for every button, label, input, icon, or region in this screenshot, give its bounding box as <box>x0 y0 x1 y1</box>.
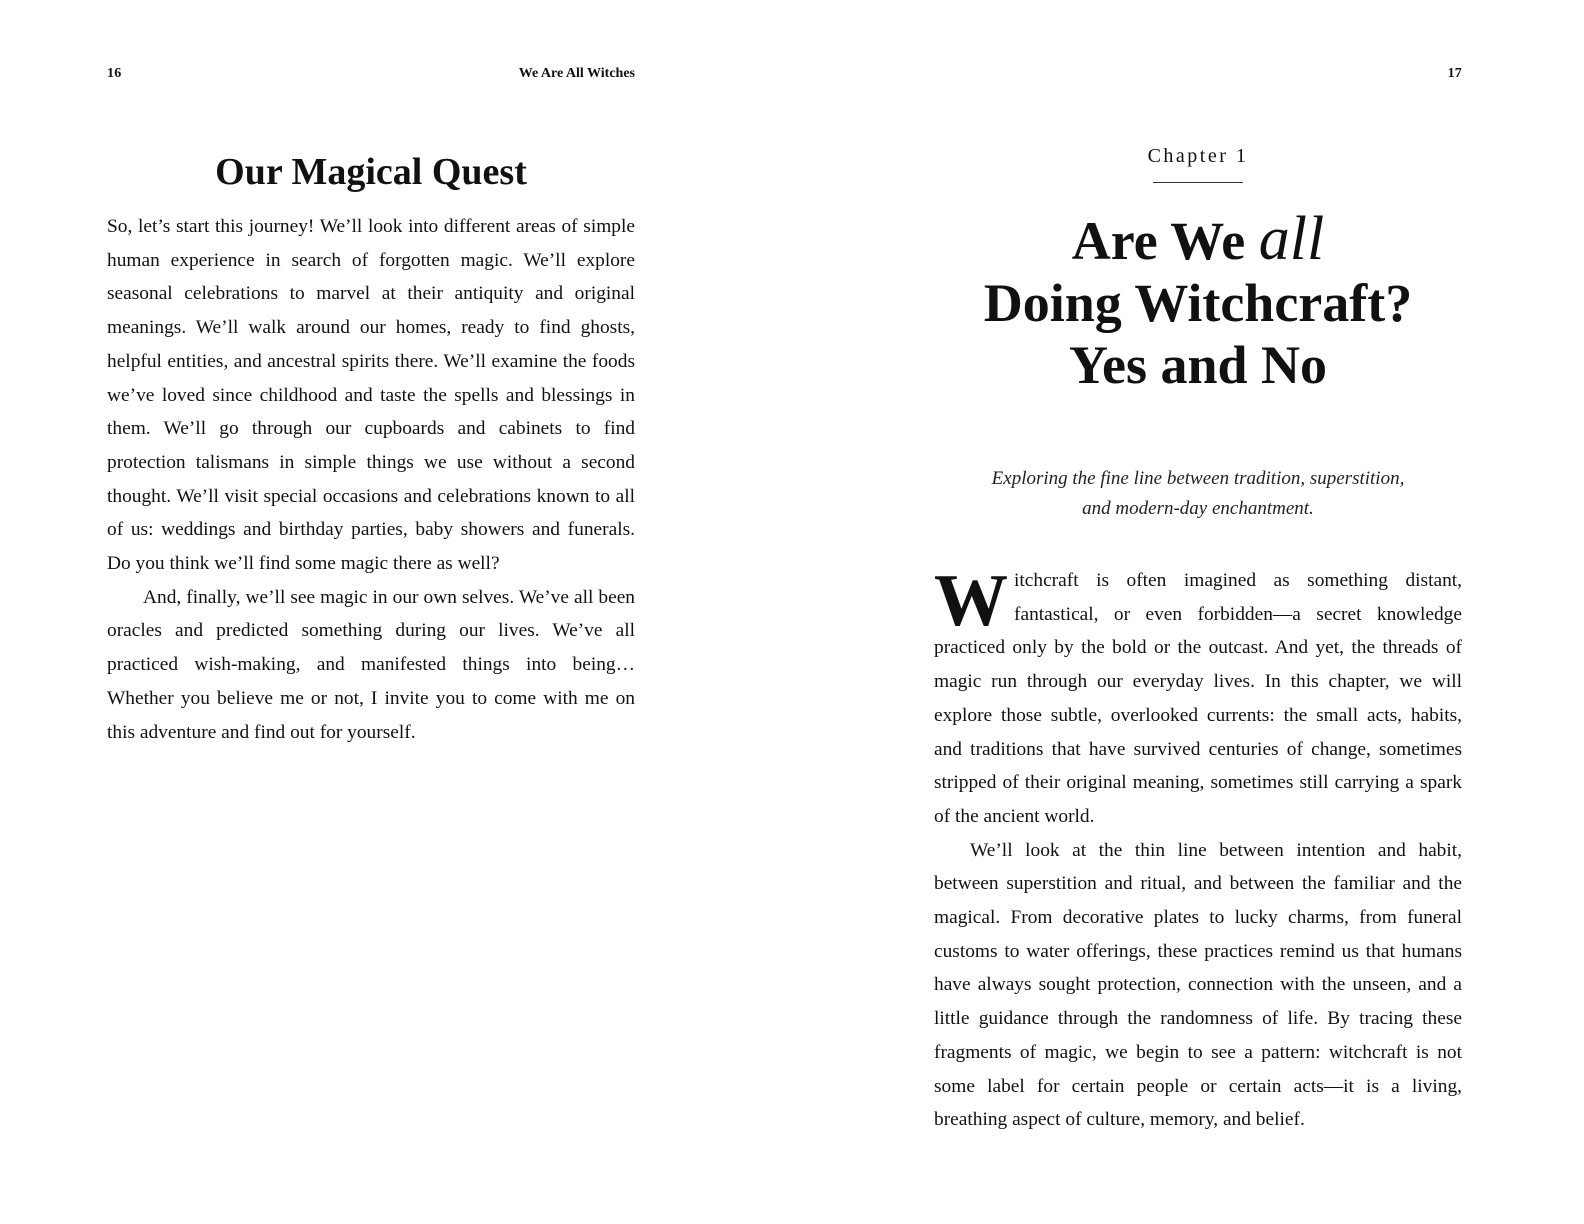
chapter-title-line-3: Yes and No <box>1068 335 1328 395</box>
chapter-label: Chapter 1 <box>1147 145 1249 167</box>
right-page <box>792 0 1584 1224</box>
running-head: We Are All Witches <box>518 66 635 81</box>
chapter-divider <box>1153 182 1243 183</box>
right-body-text <box>934 560 1462 1137</box>
chapter-title-text: Are We <box>1071 211 1259 271</box>
chapter-title-line-2: Doing Witchcraft? <box>983 273 1413 333</box>
epigraph-line-1: Exploring the fine line between tradition, superstition, <box>991 468 1405 489</box>
epigraph-line-2: and modern-day enchantment. <box>1082 498 1314 519</box>
paragraph: And, finally, we’ll see magic in our own selves. We’ve all been oracles and predicted something during our lives. We’ve all practiced wish-making, and manifested things into being… Whether you believe me or not, I invite you to come with me on this adventure and find out for yourself. <box>107 586 635 743</box>
section-title: Our Magical Quest <box>215 151 527 193</box>
paragraph: We’ll look at the thin line between intention and habit, between superstition and ritual, and between the familiar and the magical. From decorative plates to lucky charms, from funeral customs to water offerings, these practices remind us that humans have always sought protection, connection with the unseen, and a little guidance through the randomness of life. By tracing these fragments of magic, we begin to see a pattern: witchcraft is not some label for certain people or certain acts—it is a living, breathing aspect of culture, memory, and belief. <box>934 839 1462 1131</box>
paragraph <box>934 560 1462 834</box>
chapter-title <box>934 205 1462 396</box>
chapter-title-emphasis: all <box>1258 205 1325 273</box>
paragraph-text: itchcraft is often imagined as something distant, fantastical, or even forbidden—a secret knowledge practiced only by the bold or the outcast. And yet, the threads of magic run through our everyday lives. In this chapter, we will explore those subtle, overlooked currents: the small acts, habits, and traditions that have survived centuries of change, sometimes stripped of their original meaning, sometimes still carrying a spark of the ancient world. <box>934 570 1462 827</box>
page-number-left: 16 <box>107 66 122 81</box>
page-number-right: 17 <box>1447 66 1462 81</box>
left-body-text <box>107 210 635 749</box>
epigraph <box>934 464 1462 524</box>
paragraph: So, let’s start this journey! We’ll look into different areas of simple human experience in search of forgotten magic. We’ll explore seasonal celebrations to marvel at their antiquity and original meanings. We’ll walk around our homes, ready to find ghosts, helpful entities, and ancestral spirits there. We’ll examine the foods we’ve loved since childhood and taste the spells and blessings in them. We’ll go through our cupboards and cabinets to find protection talismans in simple things we use without a second thought. We’ll visit special occasions and celebrations known to all of us: weddings and birthday parties, baby showers and funerals. Do you think we’ll find some magic there as well? <box>107 216 635 575</box>
drop-cap: W <box>934 560 1008 642</box>
chapter-title-line-1 <box>934 205 1462 273</box>
